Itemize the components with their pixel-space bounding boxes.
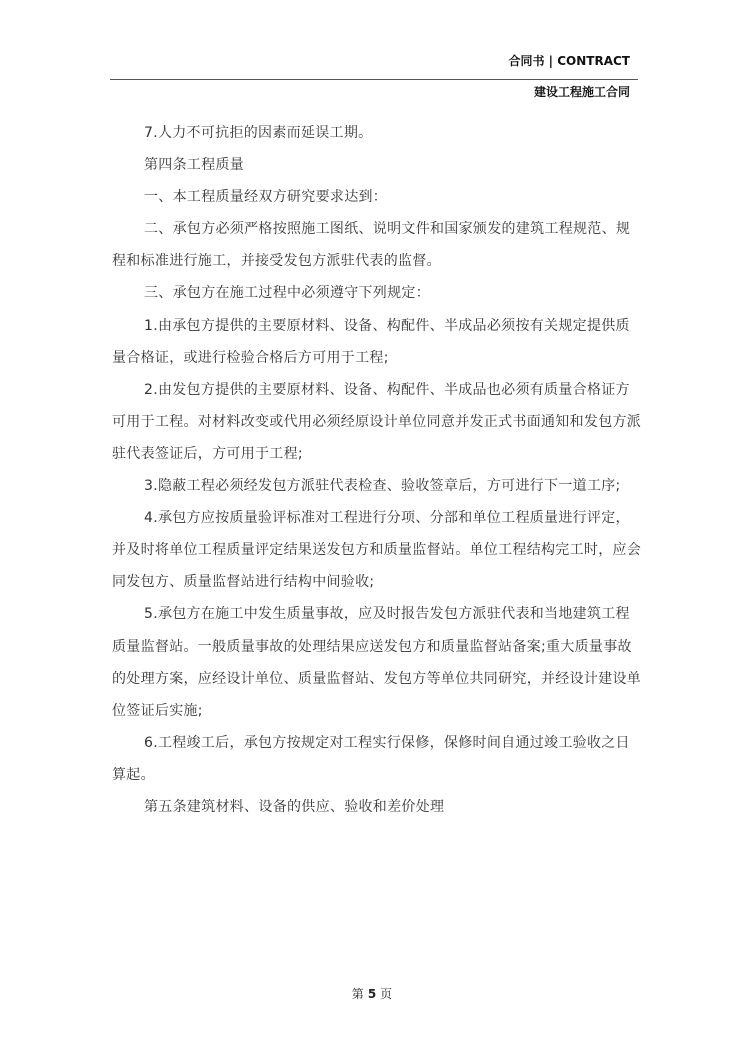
header-divider xyxy=(110,79,638,80)
document-body xyxy=(112,117,642,823)
page-prefix: 第 xyxy=(351,987,364,1001)
paragraph-rule-6: 6.工程竣工后，承包方按规定对工程实行保修，保修时间自通过竣工验收之日算起。 xyxy=(112,734,630,783)
paragraph-rule-2: 2.由发包方提供的主要原材料、设备、构配件、半成品也必须有质量合格证方可用于工程。对材料改变或代用必须经原设计单位同意并发正式书面通知和发包方派驻代表签证后，方可用于工程; xyxy=(112,381,642,462)
page-suffix: 页 xyxy=(380,987,393,1001)
paragraph-clause-7: 7.人力不可抗拒的因素而延误工期。 xyxy=(144,125,373,141)
paragraph-section-3: 三、承包方在施工过程中必须遵守下列规定： xyxy=(144,285,430,302)
paragraph-rule-5: 5.承包方在施工中发生质量事故，应及时报告发包方派驻代表和当地建筑工程质量监督站。一般质量事故的处理结果应送发包方和质量监督站备案;重大质量事故的处理方案，应经设计单位、质量监督站、发包方等单位共同研究，并经设计建设单位签证后实施; xyxy=(112,606,642,719)
paragraph-section-1: 一、本工程质量经双方研究要求达到： xyxy=(144,189,388,206)
paragraph-rule-3: 3.隐蔽工程必须经发包方派驻代表检查、验收签章后，方可进行下一道工序; xyxy=(144,478,621,495)
header-brand: 合同书 | CONTRACT xyxy=(508,54,630,68)
page-footer xyxy=(0,985,744,1002)
paragraph-rule-1: 1.由承包方提供的主要原材料、设备、构配件、半成品必须按有关规定提供质量合格证，或进行检验合格后方可用于工程; xyxy=(112,317,630,366)
heading-article-4: 第四条工程质量 xyxy=(144,157,245,174)
page-number: 5 xyxy=(367,987,377,1001)
paragraph-rule-4: 4.承包方应按质量验评标准对工程进行分项、分部和单位工程质量进行评定，并及时将单位工程质量评定结果送发包方和质量监督站。单位工程结构完工时，应会同发包方、质量监督站进行结构中间验收; xyxy=(112,510,642,591)
heading-article-5: 第五条建筑材料、设备的供应、验收和差价处理 xyxy=(144,798,445,815)
header-document-title: 建设工程施工合同 xyxy=(533,85,630,99)
paragraph-section-2: 二、承包方必须严格按照施工图纸、说明文件和国家颁发的建筑工程规范、规程和标准进行施工，并接受发包方派驻代表的监督。 xyxy=(112,221,631,270)
